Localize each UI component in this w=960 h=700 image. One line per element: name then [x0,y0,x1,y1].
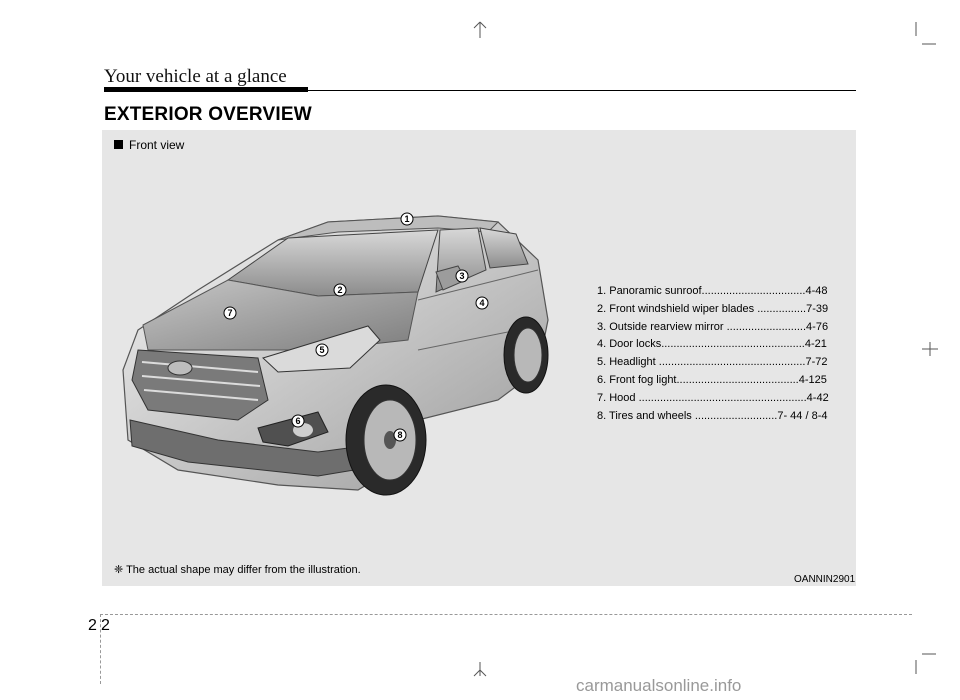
callout-7 [224,307,236,319]
callout-8 [394,429,406,441]
header-title: Your vehicle at a glance [104,66,287,87]
illustration-note: ❈ The actual shape may differ from the illustration. [114,564,361,576]
watermark: carmanualsonline.info [576,676,742,695]
callout-label: 1 [404,214,410,224]
callout-2 [334,284,346,296]
list-item: 7. Hood .......................................................4-42 [597,391,829,404]
callout-label: 5 [319,345,325,355]
list-item: 2. Front windshield wiper blades ................7-39 [597,302,829,315]
list-item: 1. Panoramic sunroof..................................4-48 [597,285,828,297]
list-item: 5. Headlight ................................................7-72 [597,356,828,369]
callout-label: 3 [459,271,465,281]
callout-6 [292,415,304,427]
callout-3 [456,270,468,282]
section-title: EXTERIOR OVERVIEW [104,104,312,125]
list-item: 4. Door locks...............................................4-21 [597,338,827,351]
page-number-left: 2 [88,617,97,634]
panel-caption-text: Front view [129,138,185,152]
callout-label: 4 [479,298,485,308]
image-code: OANNIN2901 [794,574,856,585]
callout-label: 6 [295,416,301,426]
callout-1 [401,213,413,225]
page-number-right: 2 [101,617,110,634]
callout-4 [476,297,488,309]
list-item: 8. Tires and wheels ...........................7- 44 / 8-4 [597,409,828,422]
callout-5 [316,344,328,356]
callout-label: 2 [337,285,343,295]
page-number [86,617,112,635]
list-item: 3. Outside rearview mirror ..........................4-76 [597,320,829,333]
footer-rule [100,614,912,615]
callout-label: 7 [227,308,233,318]
list-item: 6. Front fog light........................................4-125 [597,373,827,386]
parts-list [597,283,829,425]
callout-label: 8 [397,430,403,440]
